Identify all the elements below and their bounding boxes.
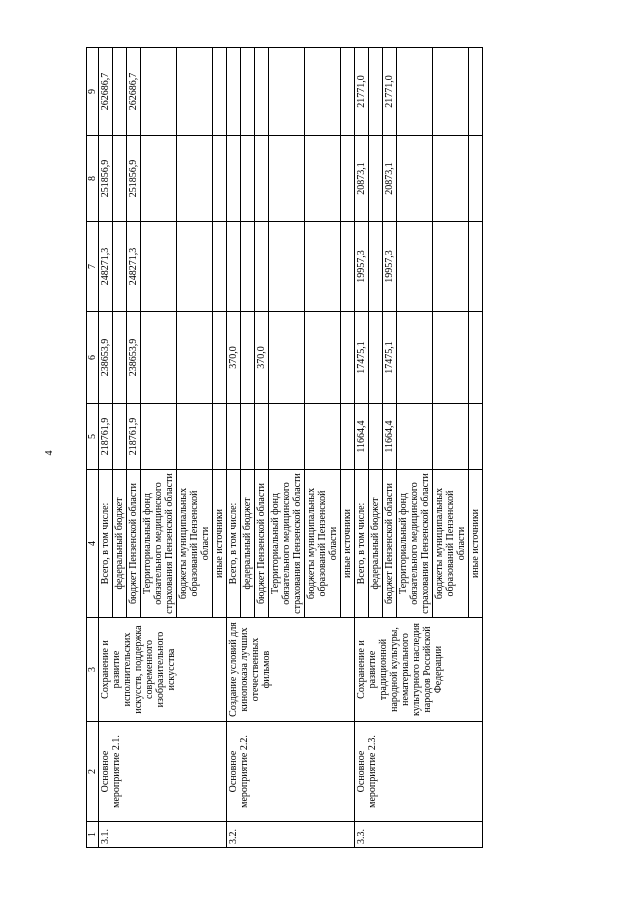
funding-value	[469, 404, 483, 470]
funding-value: 19957,3	[355, 222, 369, 312]
funding-value	[341, 312, 355, 404]
event-name: Основное мероприятие 2.3.	[355, 722, 483, 822]
funding-source: бюджеты муниципальных образований Пензенской области	[177, 470, 213, 618]
funding-value: 218761,9	[99, 404, 113, 470]
funding-value: 218761,9	[127, 404, 141, 470]
funding-value	[255, 222, 269, 312]
funding-value	[397, 136, 433, 222]
funding-value	[305, 312, 341, 404]
funding-source: иные источники	[341, 470, 355, 618]
column-header: 9	[87, 48, 99, 136]
funding-value	[469, 222, 483, 312]
funding-source: иные источники	[469, 470, 483, 618]
funding-value	[141, 222, 177, 312]
funding-value	[241, 312, 255, 404]
funding-value	[305, 404, 341, 470]
event-name: Основное мероприятие 2.2.	[227, 722, 355, 822]
column-header: 1	[87, 822, 99, 848]
funding-value	[177, 136, 213, 222]
column-header: 7	[87, 222, 99, 312]
row-number: 3.1.	[99, 822, 227, 848]
program-funding-table	[86, 47, 483, 848]
column-header: 4	[87, 470, 99, 618]
funding-source: федеральный бюджет	[241, 470, 255, 618]
funding-value	[141, 404, 177, 470]
funding-source: Территориальный фонд обязательного медицинского страхования Пензенской области	[397, 470, 433, 618]
funding-value	[113, 136, 127, 222]
funding-value	[177, 48, 213, 136]
funding-value	[369, 312, 383, 404]
funding-source: Всего, в том числе:	[99, 470, 113, 618]
funding-value	[469, 48, 483, 136]
funding-value	[433, 222, 469, 312]
funding-value	[269, 404, 305, 470]
funding-value	[213, 136, 227, 222]
column-header: 8	[87, 136, 99, 222]
funding-value	[369, 48, 383, 136]
funding-source: Территориальный фонд обязательного медицинского страхования Пензенской области	[269, 470, 305, 618]
column-header: 3	[87, 618, 99, 722]
funding-value	[269, 222, 305, 312]
funding-value	[255, 136, 269, 222]
page-number: 4	[44, 450, 55, 456]
funding-value	[433, 404, 469, 470]
funding-value	[397, 222, 433, 312]
funding-value	[305, 48, 341, 136]
funding-value	[113, 312, 127, 404]
funding-value	[241, 404, 255, 470]
funding-value	[341, 222, 355, 312]
funding-value: 238653,9	[99, 312, 113, 404]
funding-value: 20873,1	[355, 136, 369, 222]
funding-value	[433, 48, 469, 136]
funding-value	[241, 136, 255, 222]
funding-value	[305, 136, 341, 222]
table-row	[227, 48, 241, 848]
funding-value	[269, 136, 305, 222]
funding-value	[113, 404, 127, 470]
funding-value	[369, 136, 383, 222]
funding-value: 21771,0	[383, 48, 397, 136]
funding-value: 248271,3	[99, 222, 113, 312]
funding-source: бюджеты муниципальных образований Пензенской области	[305, 470, 341, 618]
funding-value	[341, 404, 355, 470]
funding-source: бюджеты муниципальных образований Пензенской области	[433, 470, 469, 618]
funding-value	[433, 312, 469, 404]
funding-value	[113, 222, 127, 312]
funding-value: 370,0	[227, 312, 241, 404]
row-number: 3.3.	[355, 822, 483, 848]
funding-value: 251856,9	[127, 136, 141, 222]
funding-value	[213, 48, 227, 136]
funding-value: 251856,9	[99, 136, 113, 222]
funding-value	[469, 136, 483, 222]
funding-value	[227, 136, 241, 222]
funding-value	[255, 404, 269, 470]
row-number: 3.2.	[227, 822, 355, 848]
funding-value: 21771,0	[355, 48, 369, 136]
funding-value	[369, 404, 383, 470]
funding-value	[227, 48, 241, 136]
event-name: Основное мероприятие 2.1.	[99, 722, 227, 822]
funding-value	[269, 312, 305, 404]
funding-source: федеральный бюджет	[369, 470, 383, 618]
funding-value	[255, 48, 269, 136]
funding-value	[269, 48, 305, 136]
funding-value: 11664,4	[383, 404, 397, 470]
funding-value	[227, 404, 241, 470]
funding-value	[213, 312, 227, 404]
column-header: 2	[87, 722, 99, 822]
column-header: 5	[87, 404, 99, 470]
table-row	[355, 48, 369, 848]
funding-value	[141, 312, 177, 404]
funding-value: 262686,7	[99, 48, 113, 136]
funding-value	[141, 48, 177, 136]
funding-value	[397, 312, 433, 404]
funding-value: 370,0	[255, 312, 269, 404]
funding-value: 262686,7	[127, 48, 141, 136]
funding-value	[397, 48, 433, 136]
funding-value	[433, 136, 469, 222]
funding-value: 238653,9	[127, 312, 141, 404]
funding-source: Всего, в том числе:	[227, 470, 241, 618]
funding-value	[397, 404, 433, 470]
funding-source: бюджет Пензенской области	[255, 470, 269, 618]
funding-source: Территориальный фонд обязательного медицинского страхования Пензенской области	[141, 470, 177, 618]
event-description: Сохранение и развитие исполнительских искусств, поддержка современного изобразительного искусства	[99, 618, 227, 722]
funding-value	[305, 222, 341, 312]
funding-value	[177, 222, 213, 312]
funding-source: Всего, в том числе:	[355, 470, 369, 618]
table-body	[87, 48, 483, 848]
funding-value: 17475,1	[355, 312, 369, 404]
funding-value	[241, 222, 255, 312]
funding-value	[177, 312, 213, 404]
funding-value: 11664,4	[355, 404, 369, 470]
funding-value	[227, 222, 241, 312]
funding-value: 19957,3	[383, 222, 397, 312]
funding-value: 20873,1	[383, 136, 397, 222]
funding-value	[341, 48, 355, 136]
funding-value	[341, 136, 355, 222]
funding-value	[141, 136, 177, 222]
funding-source: бюджет Пензенской области	[127, 470, 141, 618]
funding-value	[369, 222, 383, 312]
funding-value: 248271,3	[127, 222, 141, 312]
funding-value: 17475,1	[383, 312, 397, 404]
event-description: Сохранение и развитие традиционной народной культуры, нематериального культурного наследия народов Российской Федерации	[355, 618, 483, 722]
funding-value	[241, 48, 255, 136]
event-description: Создание условий для кинопоказа лучших отечественных фильмов	[227, 618, 355, 722]
column-header: 6	[87, 312, 99, 404]
funding-source: иные источники	[213, 470, 227, 618]
rotated-page	[86, 48, 588, 848]
header-row	[87, 48, 99, 848]
funding-value	[213, 404, 227, 470]
funding-value	[213, 222, 227, 312]
funding-source: федеральный бюджет	[113, 470, 127, 618]
funding-value	[469, 312, 483, 404]
funding-source: бюджет Пензенской области	[383, 470, 397, 618]
table-row	[99, 48, 113, 848]
funding-value	[113, 48, 127, 136]
funding-value	[177, 404, 213, 470]
